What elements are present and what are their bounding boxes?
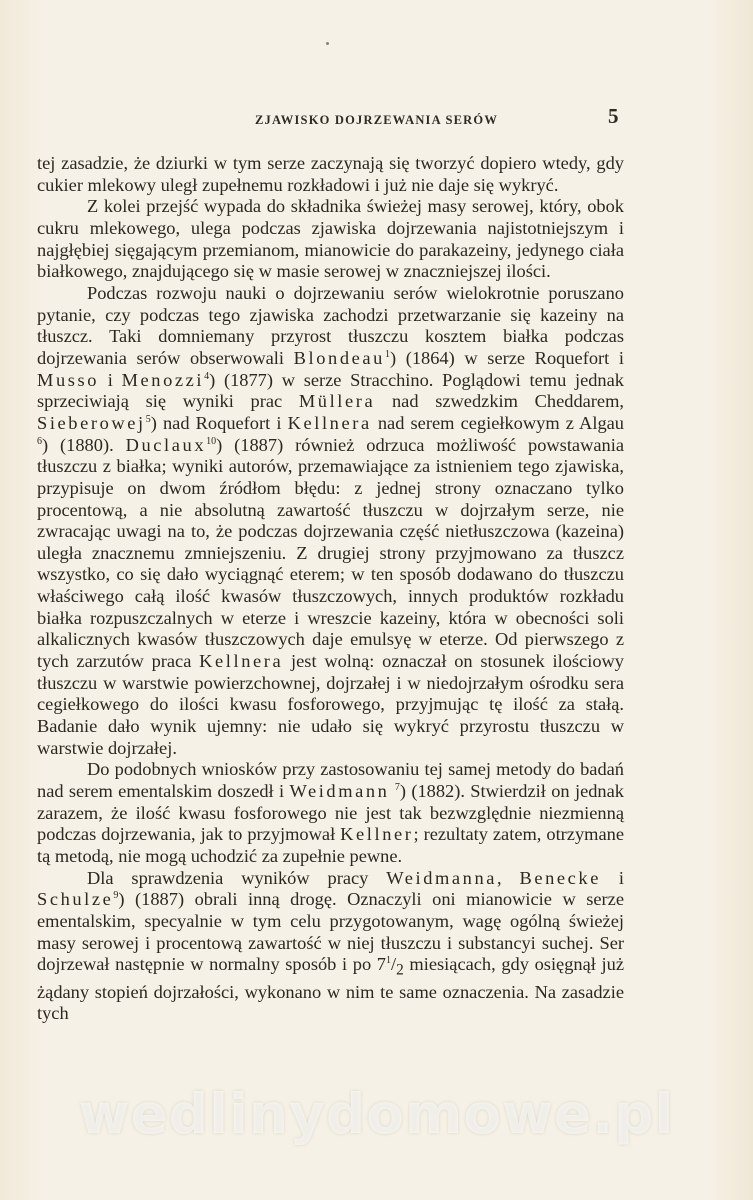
footnote-ref: 4 bbox=[204, 370, 210, 382]
footnote-ref: 6 bbox=[37, 435, 42, 447]
text-run: tej zasadzie, że dziurki w tym serze zaczynają się tworzyć dopiero wtedy, gdy cukier mlekowy uległ zupełnemu rozkładowi i już nie daje się wykryć. bbox=[37, 153, 624, 195]
running-title: ZJAWISKO DOJRZEWANIA SERÓW bbox=[254, 113, 499, 127]
text-run: nad szwedzkim Cheddarem, bbox=[375, 391, 624, 412]
author-name: Kellnera bbox=[287, 412, 372, 433]
text-run: nad serem cegiełkowym z Algau bbox=[371, 412, 624, 433]
paragraph bbox=[37, 153, 624, 196]
text-run: ) nad Roquefort i bbox=[150, 412, 288, 433]
footnote-ref: 1 bbox=[386, 955, 391, 967]
text-run: Podczas rozwoju nauki o dojrzewaniu serów wielokrotnie poruszano pytanie, czy podczas tego zjawiska zachodzi przetwarzanie się kazeiny na tłuszcz. Taki domniemany przyrost tłuszczu kosztem białka podczas dojrzewania serów obserwowali bbox=[37, 282, 624, 368]
fraction-denominator: 2 bbox=[396, 961, 404, 979]
author-name: Duclaux bbox=[125, 434, 207, 455]
author-name: Müllera bbox=[298, 391, 376, 412]
text-run: , bbox=[497, 867, 520, 888]
text-run: ) (1887) również odrzuca możliwość powstawania tłuszczu z białka; wyniki autorów, przemawiające za istnieniem tego zjawiska, przypisuje on dwom źródłom błędu: z jednej strony oznaczano tylko procentową, a nie absolutną zawartość tłuszczu w dojrzałym serze, nie zwracając uwagi na to, że podczas dojrzewania część nietłuszczowa (kazeina) uległa znacznemu zmniejszeniu. Z drugiej strony przyjmowano za tłuszcz wszystko, co się dało wyciągnąć eterem; w ten sposób dodawano do tłuszczu właściwego całą ilość kwasów tłuszczowych, innych produktów rozkładu białka rozpuszczalnych w eterze i wreszcie kazeiny, która w obecności soli alkalicznych kwasów tłuszczowych daje emulsyę w eterze. Od pierwszego z tych zarzutów praca bbox=[37, 434, 625, 672]
footnote-ref: 10 bbox=[206, 435, 217, 447]
author-name: Sieberowej bbox=[37, 412, 146, 433]
watermark-logo: wedlinydomowe.pl bbox=[78, 1082, 675, 1146]
paragraph bbox=[37, 868, 624, 1025]
page-number: 5 bbox=[608, 104, 619, 128]
text-run: i bbox=[99, 369, 122, 390]
body-text bbox=[37, 153, 624, 1025]
text-run: / bbox=[391, 954, 397, 975]
text-run: ) (1864) w serze Roquefort i bbox=[389, 347, 624, 368]
author-name: Weidmann bbox=[289, 781, 390, 802]
text-run: ; rezultaty zatem, otrzymane tą metodą, nie mogą uchodzić za zupełnie pewne. bbox=[37, 824, 624, 866]
text-run: ) (1880). bbox=[42, 434, 126, 455]
author-name: Blondeau bbox=[293, 347, 385, 368]
text-run: i bbox=[601, 867, 624, 888]
footnote-ref: 1 bbox=[384, 348, 390, 360]
text-run: Z kolei przejść wypada do składnika świeżej masy serowej, który, obok cukru mlekowego, ulega podczas zjawiska dojrzewania najistotniejszym i najgłębiej sięgającym przemianom, mianowicie do parakazeiny, jedynego ciała białkowego, znajdującego się w masie serowej w znaczniejszej ilości. bbox=[37, 196, 624, 282]
paragraph bbox=[37, 759, 624, 867]
text-run: ) (1877) w serze Stracchino. Poglądowi temu jednak sprzeciwiają się wyniki prac bbox=[37, 369, 624, 412]
author-name: Weidmanna bbox=[386, 867, 498, 888]
author-name: Benecke bbox=[519, 867, 601, 888]
author-name: Menozzi bbox=[121, 369, 205, 390]
text-run: Dla sprawdzenia wyników pracy bbox=[87, 867, 387, 888]
text-run: ) (1887) obrali inną drogę. Oznaczyli oni mianowicie w serze ementalskim, specyalnie w tym celu przygotowanym, wagę ogólną świeżej masy serowej i procentową zawartość w niej tłuszczu i substancyi suchej. Ser dojrzewał następnie w normalny sposób i po 7 bbox=[37, 889, 624, 975]
paragraph bbox=[37, 283, 624, 759]
paragraph bbox=[37, 196, 624, 283]
text-run: ) (1882). Stwierdził on jednak zarazem, że ilość kwasu fosforowego nie jest tak bezwzględnie niezmienną podczas dojrzewania, jak to przyjmował bbox=[37, 781, 624, 845]
author-name: Kellner bbox=[340, 824, 414, 845]
footnote-ref: 5 bbox=[145, 413, 151, 425]
footnote-ref: 9 bbox=[113, 890, 119, 902]
text-run: miesiącach, gdy osięgnął już żądany stopień dojrzałości, wykonano w nim te same oznaczenia. Na zasadzie tych bbox=[37, 954, 624, 1024]
author-name: Musso bbox=[37, 369, 100, 390]
author-name: Schulze bbox=[37, 889, 114, 910]
text-run: jest wolną: oznaczał on stosunek ilościowy tłuszczu w warstwie powierzchownej, dojrzałej i w niedojrzałym ośrodku sera cegiełkowego do ilości kwasu fosforowego, przyjmując tę ilość za stałą. Badanie dało wynik ujemny: nie udało się wykryć przyrostu tłuszczu w warstwie dojrzałej. bbox=[37, 651, 624, 758]
text-run: Do podobnych wniosków przy zastosowaniu tej samej metody do badań nad serem ementalskim doszedł i bbox=[37, 759, 624, 802]
footnote-ref: 7 bbox=[394, 782, 400, 794]
print-speck bbox=[326, 42, 329, 45]
author-name: Kellnera bbox=[199, 651, 284, 672]
